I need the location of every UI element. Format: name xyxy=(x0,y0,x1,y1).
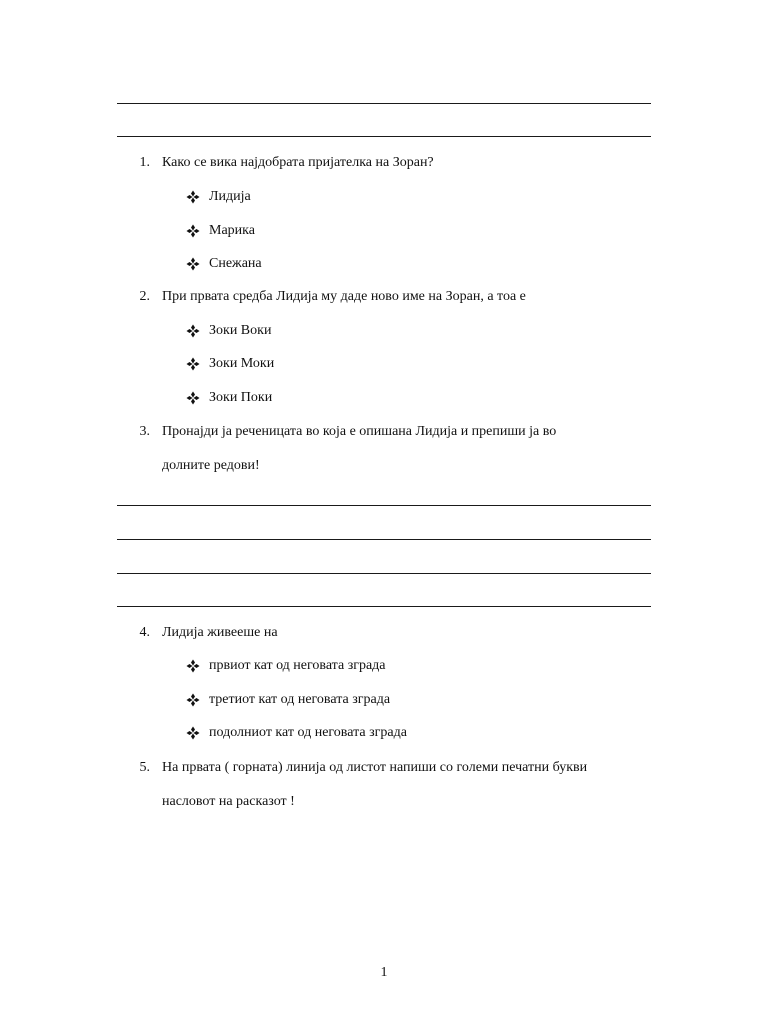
diamond-bullet-icon xyxy=(186,257,200,271)
question-5-number: 5. xyxy=(139,760,150,775)
question-4-text: Лидија живееше на xyxy=(162,625,278,640)
question-5-text: На првата ( горната) линија од листот напиши со големи печатни букви xyxy=(162,760,588,775)
answer-line-1[interactable] xyxy=(117,505,651,506)
diamond-bullet-icon xyxy=(186,693,200,707)
diamond-bullet-icon xyxy=(186,224,200,238)
diamond-bullet-icon xyxy=(186,726,200,740)
question-2-text: При првата средба Лидија му даде ново име на Зоран, а тоа е xyxy=(162,289,526,304)
diamond-bullet-icon xyxy=(186,391,200,405)
question-4-number: 4. xyxy=(139,625,150,640)
question-4-option-2[interactable]: третиот кат од неговата зграда xyxy=(209,692,391,707)
answer-line-3[interactable] xyxy=(117,573,651,574)
question-1-option-3[interactable]: Снежана xyxy=(209,256,262,271)
diamond-bullet-icon xyxy=(186,324,200,338)
question-1-option-2[interactable]: Марика xyxy=(209,223,255,238)
answer-line-2[interactable] xyxy=(117,539,651,540)
question-1-number: 1. xyxy=(139,155,150,170)
question-3-number: 3. xyxy=(139,424,150,439)
diamond-bullet-icon xyxy=(186,357,200,371)
question-1-option-1[interactable]: Лидија xyxy=(209,189,251,204)
title-line-1[interactable] xyxy=(117,103,651,104)
answer-line-4[interactable] xyxy=(117,606,651,607)
question-2-option-3[interactable]: Зоки Поки xyxy=(209,390,273,405)
question-2-number: 2. xyxy=(139,289,150,304)
question-3-text: Пронајди ја реченицата во која е опишана Лидија и препиши ја во xyxy=(162,424,557,439)
question-2-option-2[interactable]: Зоки Моки xyxy=(209,356,275,371)
question-2-option-1[interactable]: Зоки Воки xyxy=(209,323,272,338)
question-5-text-continued: насловот на расказот ! xyxy=(162,794,295,809)
diamond-bullet-icon xyxy=(186,659,200,673)
title-line-2[interactable] xyxy=(117,136,651,137)
question-1-text: Како се вика најдобрата пријателка на Зоран? xyxy=(162,155,434,170)
question-3-text-continued: долните редови! xyxy=(162,458,260,473)
question-4-option-1[interactable]: првиот кат од неговата зграда xyxy=(209,658,386,673)
question-4-option-3[interactable]: подолниот кат од неговата зграда xyxy=(209,725,407,740)
diamond-bullet-icon xyxy=(186,190,200,204)
page-number: 1 xyxy=(380,965,388,980)
